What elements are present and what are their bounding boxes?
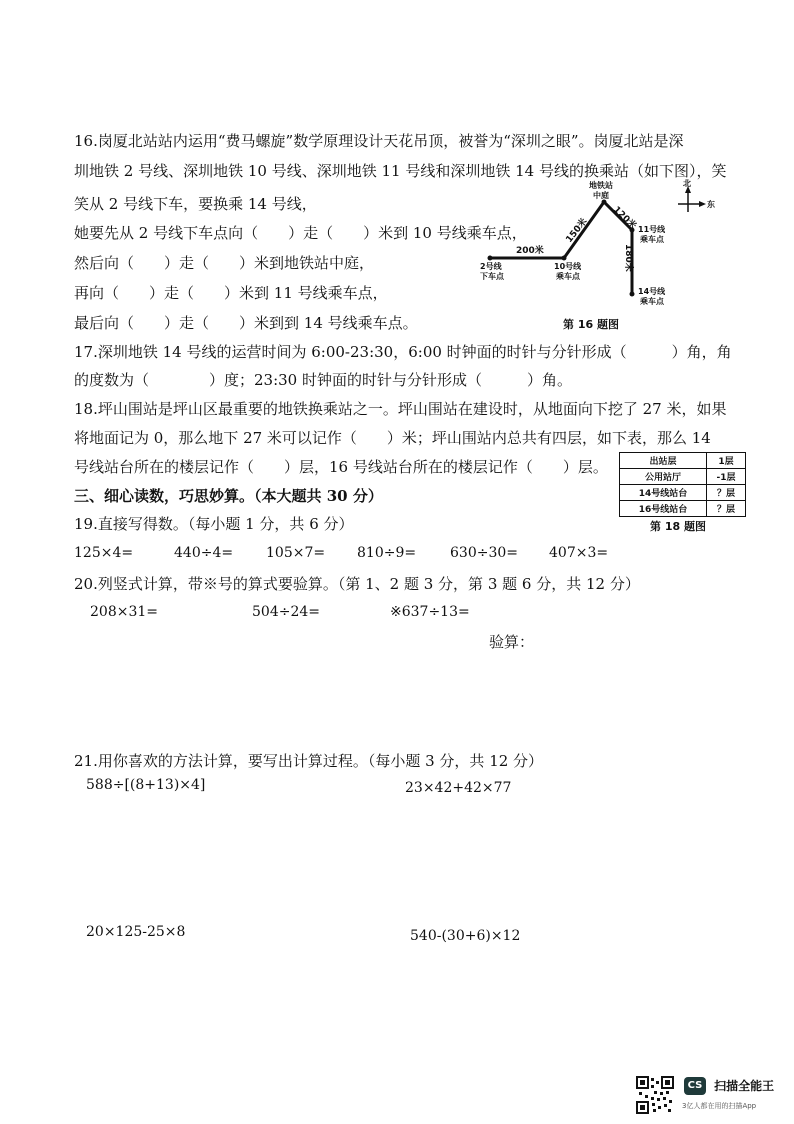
qr-code-icon	[636, 1076, 674, 1114]
q16-line6: 再向（ ）走（ ）米到 11 号线乘车点，	[74, 284, 388, 302]
scanner-logo	[684, 1075, 774, 1095]
q19-item: 630÷30=	[450, 545, 518, 561]
line10-label-b: 乘车点	[556, 272, 580, 281]
q16-line7: 最后向（ ）走（ ）米到到 14 号线乘车点。	[74, 314, 418, 332]
q16-line1: 16.岗厦北站站内运用“费马螺旋”数学原理设计天花吊顶，被誉为“深圳之眼”。岗厦北站是深	[74, 132, 684, 150]
q21-item: 20×125-25×8	[86, 924, 186, 940]
q20-item: 208×31=	[90, 604, 158, 620]
q17-line2: 的度数为（ ）度；23:30 时钟面的时针与分针形成（ ）角。	[74, 371, 572, 389]
segment-180-label: 180米	[623, 244, 633, 272]
segment-150-label: 150米	[564, 216, 590, 245]
q16-line5: 然后向（ ）走（ ）米到地铁站中庭，	[74, 254, 375, 272]
line2-label-a: 2号线	[480, 262, 502, 271]
q17-line1: 17.深圳地铁 14 号线的运营时间为 6:00-23:30，6:00 时钟面的时针与分针形成（ ）角，角	[74, 343, 732, 361]
q20-check-label: 验算：	[489, 633, 535, 651]
q19-item: 125×4=	[74, 545, 134, 561]
center-label-a: 地铁站	[589, 181, 613, 190]
line11-label-a: 11号线	[638, 225, 666, 234]
table-row	[620, 485, 746, 501]
cs-badge-icon: CS	[684, 1077, 706, 1095]
floor-level: -1层	[707, 469, 746, 485]
section3-heading: 三、细心读数，巧思妙算。（本大题共 30 分）	[74, 487, 383, 505]
floor-level: ？层	[707, 485, 746, 501]
q18-line3: 号线站台所在的楼层记作（ ）层，16 号线站台所在的楼层记作（ ）层。	[74, 458, 608, 476]
segment-120-label: 120米	[610, 204, 638, 232]
q19-item: 440÷4=	[174, 545, 234, 561]
line11-label-b: 乘车点	[640, 235, 664, 244]
q21-item: 23×42+42×77	[405, 780, 512, 796]
compass-icon	[678, 178, 715, 212]
q19-item: 407×3=	[549, 545, 609, 561]
scanner-app-name: 扫描全能王	[714, 1079, 775, 1093]
q21-item: 588÷[(8+13)×4]	[86, 777, 206, 793]
figure18-caption: 第 18 题图	[650, 520, 706, 533]
line14-label-a: 14号线	[638, 287, 666, 296]
scanner-tagline: 3亿人都在用的扫描App	[682, 1102, 757, 1110]
q21-title: 21.用你喜欢的方法计算，要写出计算过程。（每小题 3 分，共 12 分）	[74, 752, 544, 770]
q16-line2: 圳地铁 2 号线、深圳地铁 10 号线、深圳地铁 11 号线和深圳地铁 14 号线的换乘站（如下图），笑	[74, 162, 727, 180]
line2-label-b: 下车点	[480, 272, 504, 281]
table-row	[620, 501, 746, 517]
q16-line3: 笑从 2 号线下车，要换乘 14 号线，	[74, 195, 317, 213]
line10-label-a: 10号线	[554, 262, 582, 271]
q19-title: 19.直接写得数。（每小题 1 分，共 6 分）	[74, 515, 354, 533]
floor-table	[619, 452, 746, 517]
q18-line1: 18.坪山围站是坪山区最重要的地铁换乘站之一。坪山围站在建设时，从地面向下挖了 27 米，如果	[74, 400, 727, 418]
q21-item: 540-(30+6)×12	[410, 928, 521, 944]
figure16-caption: 第 16 题图	[563, 318, 619, 331]
q19-item: 810÷9=	[357, 545, 417, 561]
table-row	[620, 469, 746, 485]
floor-name: 16号线站台	[620, 501, 707, 517]
line14-label-b: 乘车点	[640, 297, 664, 306]
floor-name: 公用站厅	[620, 469, 707, 485]
q18-line2: 将地面记为 0，那么地下 27 米可以记作（ ）米；坪山围站内总共有四层，如下表，那么 14	[74, 429, 711, 447]
q20-item: ※637÷13=	[390, 604, 470, 620]
floor-name: 14号线站台	[620, 485, 707, 501]
station-map-figure	[470, 178, 720, 313]
north-label: 北	[683, 179, 691, 188]
table-row	[620, 453, 746, 469]
q19-item: 105×7=	[266, 545, 326, 561]
q20-item: 504÷24=	[252, 604, 320, 620]
q16-line4: 她要先从 2 号线下车点向（ ）走（ ）米到 10 号线乘车点，	[74, 224, 527, 242]
segment-200-label: 200米	[516, 246, 544, 256]
center-label-b: 中庭	[593, 191, 609, 200]
floor-level: 1层	[707, 453, 746, 469]
q20-title: 20.列竖式计算，带※号的算式要验算。（第 1、2 题 3 分，第 3 题 6 分，共 12 分）	[74, 575, 640, 593]
floor-name: 出站层	[620, 453, 707, 469]
floor-level: ？层	[707, 501, 746, 517]
east-label: 东	[707, 200, 715, 209]
